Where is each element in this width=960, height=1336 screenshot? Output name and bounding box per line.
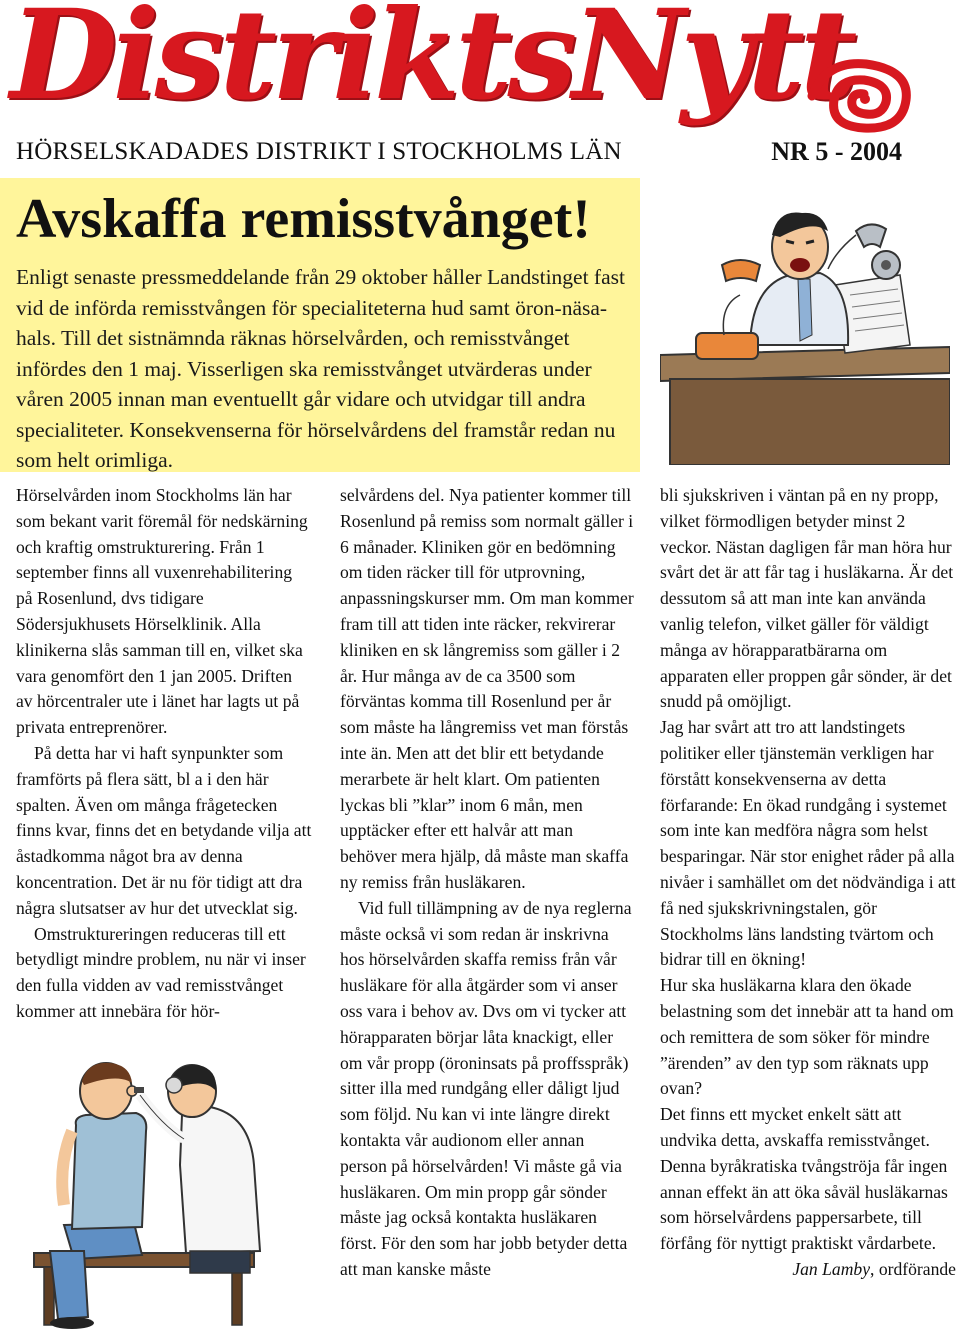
paragraph: På detta har vi haft synpunkter som framförts på flera sätt, bl a i den här spalten. Även om många frågetecken finns kvar, finns det en betydande vilja att åstadkomma något bra av denna koncentration. Det är nu för tidigt att dra några slutsatser av hur det utvecklat sig. [16,742,312,918]
masthead-subtitle: HÖRSELSKADADES DISTRIKT I STOCKHOLMS LÄN [16,138,622,165]
masthead [0,0,960,190]
paragraph: Jag har svårt att tro att landstingets politiker eller tjänstemän verkligen har förstått konsekvenserna av detta förfarande: En ökad rundgång i systemet som inte kan medföra några som helst besparingar. När stor enighet råder på alla nivåer i samhället om det nödvändiga i att få ned sjukskrivningstalen, gör Stockholms läns landsting tvärtom och bidrar till en ökning! [660,717,956,970]
paragraph: Det finns ett mycket enkelt sätt att undvika detta, avskaffa remisstvånget. Denna byråkratiska tvångströja får ingen annan effekt än att öka såväl husläkarnas som hörselvårdens pappersarbete, till förfång för nyttigt praktiskt vårdarbete. [660,1104,948,1254]
paragraph: Omstruktureringen reduceras till ett betydligt mindre problem, nu när vi inser den fulla vidden av vad remisstvånget kommer att innebära för hör- [16,923,306,1021]
signature-name: Jan Lamby [792,1258,871,1279]
office-phones-illustration [660,195,950,465]
article-column-3 [660,483,956,1283]
logo-wordmark: DistriktsNytt [10,0,853,128]
paragraph: Vid full tillämpning av de nya reglerna måste också vi som redan är inskrivna hos hörselvården skaffa remiss från vår husläkare för alla åtgärder som vi anser oss vara i behov av. Dvs om vi tycker att hörapparaten börjar låta knackigt, eller om vår propp (öroninsats på proffsspråk) sitter illa med rundgång eller dåligt ljud som följd. Nu kan vi inte längre direkt kontakta vår audionom eller annan person på hörselvården! Vi måste gå via husläkaren. Om min propp går sönder måste jag också kontakta husläkaren först. För den som har jobb betyder detta att man kanske måste [340,897,632,1279]
ear-swirl-logo-icon [806,56,916,136]
article-lead: Enligt senaste pressmeddelande från 29 oktober håller Landstinget fast vid de införda remisstvången för specialiteterna hud samt öron-näsa-hals. Till det sistnämnda räknas hörselvården, och remisstvånget infördes den 1 maj. Visserligen ska remisstvånget utvärderas under våren 2005 innan man eventuellt går vidare och utvidgar till andra specialiteter. Konsekvenserna för hörselvårdens del framstår redan nu som helt orimliga. [16,265,625,472]
article-column-2 [340,483,634,1283]
paragraph: selvårdens del. Nya patienter kommer till Rosenlund på remiss som normalt gäller i 6 månader. Kliniken gör en bedömning om tiden räcker till för utprovning, anpassningskurser mm. Om man kommer fram till att tiden inte räcker, rekvirerar kliniken en sk långremiss som gäller i 2 år. Hur många av de ca 3500 som förväntas komma till Rosenlund per år som måste ha långremiss vet man förstås inte än. Men att det blir ett betydande merarbete är helt klart. Om patienten lyckas bli ”klar” inom 6 mån, men upptäcker efter ett halvår att man behöver mera hjälp, då måste man skaffa ny remiss från husläkaren. [340,485,634,892]
paragraph: Hörselvården inom Stockholms län har som bekant varit föremål för nedskärning och kraftig omstrukturering. Från 1 september finns all vuxenrehabilitering på Rosenlund, dvs tidigare Södersjukhusets Hörselklinik. Alla klinikerna slås samman till en, vilket ska vara genomfört den 1 jan 2005. Driften av hörcentraler ute i länet har lagts ut på privata entreprenörer. [16,485,308,738]
paragraph: Hur ska husläkarna klara den ökade belastning som det innebär att ta hand om och remittera de som söker för mindre ”ärenden” av den typ som räknats upp ovan? [660,975,954,1099]
ear-exam-illustration [14,1055,314,1330]
issue-number: NR 5 - 2004 [771,137,902,166]
signature-role: , ordförande [870,1258,956,1279]
signature [660,1257,956,1283]
article-column-1 [16,483,312,1025]
paragraph: bli sjukskriven i väntan på en ny propp, vilket förmodligen betyder minst 2 veckor. Nästan dagligen får man höra hur svårt det är att får tag i husläkarna. Är det dessutom så att man inte kan använda vanlig telefon, vilket gäller för väldigt många av hörapparatbärarna om apparaten eller proppen går sönder, är det snudd på omöjligt. [660,485,954,712]
article-headline: Avskaffa remisstvånget! [16,188,591,250]
